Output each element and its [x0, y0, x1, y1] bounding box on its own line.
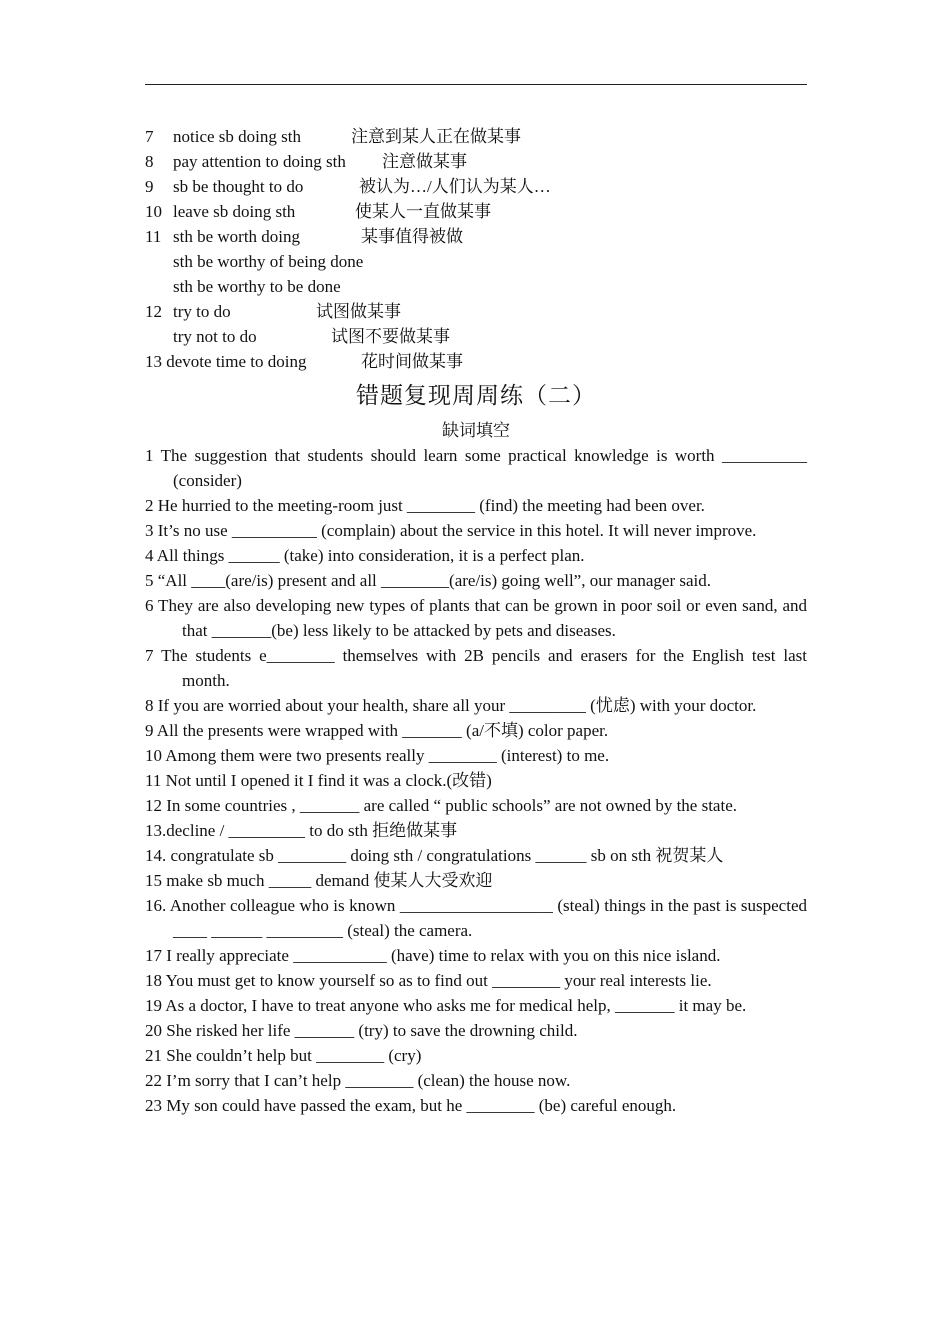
phrase-chinese: 某事值得被做	[361, 227, 463, 246]
question-item: 22 I’m sorry that I can’t help ________ (clean) the house now.	[145, 1071, 571, 1090]
header-rule	[145, 84, 807, 85]
phrase-number: 7	[145, 127, 154, 146]
question-item: 2 He hurried to the meeting-room just ________ (find) the meeting had been over.	[145, 496, 705, 515]
question-item: 14. congratulate sb ________ doing sth / congratulations ______ sb on sth 祝贺某人	[145, 846, 724, 865]
phrase-row	[145, 174, 807, 199]
question-item: 9 All the presents were wrapped with _______ (a/不填) color paper.	[145, 721, 609, 740]
phrase-chinese: 注意到某人正在做某事	[351, 127, 521, 146]
question-item: 18 You must get to know yourself so as to find out ________ your real interests lie.	[145, 971, 712, 990]
question-item: 7 The students e________ themselves with 2B pencils and erasers for the English test last month.	[145, 646, 807, 690]
question-item: 13.decline / _________ to do sth 拒绝做某事	[145, 821, 458, 840]
phrase-row	[145, 349, 807, 374]
question-item: 10 Among them were two presents really ________ (interest) to me.	[145, 746, 610, 765]
phrase-english: sb be thought to do	[173, 177, 304, 196]
phrase-chinese: 花时间做某事	[361, 352, 463, 371]
phrase-number: 11	[145, 227, 162, 246]
phrase-row	[145, 124, 807, 149]
phrase-english: sth be worthy to be done	[173, 277, 341, 296]
phrase-row	[145, 149, 807, 174]
question-item: 11 Not until I opened it I find it was a clock.(改错)	[145, 771, 492, 790]
phrase-row	[145, 199, 807, 224]
question-item: 23 My son could have passed the exam, but he ________ (be) careful enough.	[145, 1096, 677, 1115]
phrase-list	[145, 124, 807, 374]
phrase-row	[145, 274, 807, 299]
question-item: 19 As a doctor, I have to treat anyone who asks me for medical help, _______ it may be.	[145, 996, 747, 1015]
question-item: 20 She risked her life _______ (try) to save the drowning child.	[145, 1021, 578, 1040]
phrase-number: 10	[145, 202, 162, 221]
question-item: 6 They are also developing new types of plants that can be grown in poor soil or even sand, and that _______(be) less likely to be attacked by pets and diseases.	[145, 596, 807, 640]
phrase-english: sth be worth doing	[173, 227, 301, 246]
phrase-english: 13 devote time to doing	[145, 352, 307, 371]
phrase-chinese: 试图不要做某事	[331, 327, 450, 346]
question-item: 12 In some countries , _______ are called “ public schools” are not owned by the state.	[145, 796, 737, 815]
phrase-chinese: 使某人一直做某事	[355, 202, 491, 221]
phrase-english: sth be worthy of being done	[173, 252, 364, 271]
question-item: 1 The suggestion that students should learn some practical knowledge is worth __________ (consider)	[145, 446, 807, 490]
phrase-chinese: 试图做某事	[316, 302, 401, 321]
question-item: 21 She couldn’t help but ________ (cry)	[145, 1046, 422, 1065]
phrase-english: leave sb doing sth	[173, 202, 296, 221]
section-subtitle: 缺词填空	[442, 421, 510, 440]
phrase-chinese: 注意做某事	[382, 152, 467, 171]
phrase-row	[145, 249, 807, 274]
question-list	[145, 443, 807, 1118]
section-title: 错题复现周周练（二）	[356, 383, 596, 408]
phrase-row	[145, 324, 807, 349]
question-item: 3 It’s no use __________ (complain) about the service in this hotel. It will never improve.	[145, 521, 757, 540]
question-item: 4 All things ______ (take) into consideration, it is a perfect plan.	[145, 546, 585, 565]
phrase-english: pay attention to doing sth	[173, 152, 346, 171]
phrase-chinese: 被认为…/人们认为某人…	[359, 177, 551, 196]
question-item: 5 “All ____(are/is) present and all ________(are/is) going well”, our manager said.	[145, 571, 712, 590]
document-body	[145, 124, 807, 1118]
phrase-number: 12	[145, 302, 162, 321]
phrase-row	[145, 299, 807, 324]
phrase-english: notice sb doing sth	[173, 127, 301, 146]
phrase-english: try not to do	[173, 327, 257, 346]
question-item: 16. Another colleague who is known __________________ (steal) things in the past is suspected ____ ______ _________ (steal) the camera.	[145, 896, 807, 940]
phrase-number: 8	[145, 152, 154, 171]
question-item: 8 If you are worried about your health, share all your _________ (忧虑) with your doctor.	[145, 696, 757, 715]
phrase-english: try to do	[173, 302, 231, 321]
phrase-number: 9	[145, 177, 154, 196]
phrase-row	[145, 224, 807, 249]
question-item: 15 make sb much _____ demand 使某人大受欢迎	[145, 871, 493, 890]
question-item: 17 I really appreciate ___________ (have) time to relax with you on this nice island.	[145, 946, 721, 965]
